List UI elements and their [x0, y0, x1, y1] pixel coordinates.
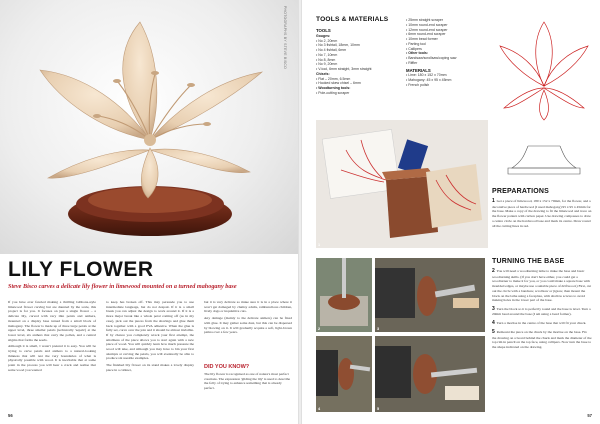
body-paragraph: Any damage (mainly to the delicate anthers) can be fixed with glue. It may gather some dust, but this can be dispersed by blowing on it. It will gradually acquire a soft, light-brown patina over a few years. — [204, 316, 292, 335]
list-item: • No 2, 20mm — [316, 39, 404, 44]
tools-materials-title: TOOLS & MATERIALS — [316, 16, 389, 23]
list-item: • No 3 fishtail, 18mm, 10mm — [316, 43, 404, 48]
body-column-2 — [106, 300, 194, 375]
photo-number: 2 — [318, 327, 321, 331]
step-4: 4 Turn a mortise in the centre of the base that will fit your chuck. — [492, 319, 587, 326]
article-body — [8, 300, 292, 410]
list-item: • French polish — [406, 83, 502, 88]
step-3: 3 Turn the block so it is perfectly round and the base is level. Turn a 20mm bead around the base (I am using a bead former). — [492, 305, 591, 317]
page-number-left: 56 — [8, 413, 13, 418]
tools-heading: TOOLS — [316, 28, 331, 33]
list-item: • V-tool, 6mm straight, 3mm straight — [316, 67, 404, 72]
body-column-3 — [204, 300, 292, 337]
list-item: • 25mm straight scraper — [406, 18, 502, 23]
preparations-steps — [492, 198, 592, 231]
left-page — [0, 0, 298, 424]
photo-number: 5 — [377, 407, 380, 411]
turning-title: TURNING THE BASE — [492, 258, 565, 265]
photo-5-turning-shape — [375, 336, 485, 412]
photo-number: 1 — [318, 243, 321, 247]
photo-number: 4 — [318, 407, 321, 411]
other-tools-heading: • Other tools: — [406, 51, 502, 56]
photo-number: 3 — [377, 327, 380, 331]
step-2: 2 You will need a woodturning lathe to make the base and basic woodturning skills. (If you don't have either, you could get a woodturner to make it for you, or you could make a square base with moulded edges, or maybe use a suitable piece of driftwood.) First, cut out the circle with a bandsaw, scrollsaw or jigsaw, then mount the block on the lathe using a faceplate, with shallow screws to avoid making holes in the lower part of the base. — [492, 268, 592, 303]
body-paragraph: Although it is small, I wasn't pretend it is easy. You will be trying to carve petals and anthers to a natural-looking thinness that will test the very boundaries of what is physically possible with wood. It is inevitable that at some point in the process you will hear a crack and realise that some wood you wanted — [8, 344, 96, 372]
list-item: • Callipers — [406, 47, 502, 52]
list-item: • No 4 fishtail, 6mm — [316, 48, 404, 53]
photo-3-lathe-bead — [375, 258, 485, 332]
photo-credit: PHOTOGRAPHS BY STEVE BISCO — [283, 6, 287, 70]
list-item: • 10mm bead former — [406, 37, 502, 42]
list-item: • No 9, 20mm — [316, 62, 404, 67]
did-you-know-text: The lily flower is recognised as one of nature's most perfect creations. The expression 'gilding the lily' is used to describe the folly of trying to enhance something that is already perfect. — [204, 372, 291, 391]
pattern-drawing — [494, 16, 594, 186]
did-you-know-box — [204, 364, 292, 391]
page-number-right: 57 — [587, 413, 592, 418]
list-item: • Lime: 180 x 152 x 70mm — [406, 73, 502, 78]
photo-2-bandsaw-circle — [316, 258, 372, 332]
did-you-know-title: DID YOU KNOW? — [204, 364, 250, 370]
body-paragraph: If you have ever fancied making a thrilling Gibbons-style limewood flower carving but are daunted by the scale, this project is for you. It focuses on just a single flower – a delicate lily, carved with very thin petals and anthers, mounted on a display base turned from a small block of mahogany. The flower is made up of three large petals at the upper level, three smaller petals (technically 'sepals') at the lower level, six anthers that carry the pollen, and a central stigma that forms the seeds. — [8, 300, 96, 342]
body-paragraph: to keep has broken off. This may persuade you to use intermediate language, but do not despair. If it is a small break you can adjust the design to work around it. If it is a more major break like a whole petal coming off (as in my case), pick out the pieces from the shavings and glue them back together with a good PVA adhesive. When the glue is fully set, carve over the join and it should be almost invisible. If by chance you completely wreck your first attempt, the smallness of the piece allows you to start again with a new piece of wood. You will quickly learn how much pressure the wood will take, and although you may have to bin your first attempts at carving the petals, you will eventually be able to produce six useable examples. — [106, 300, 194, 361]
body-paragraph: but it is very delicate so make sure it is in a place where it won't get damaged by clumsy adults, rambunctious children, lively dogs or inquisitive cats. — [204, 300, 292, 314]
tools-list-col-1 — [316, 26, 404, 96]
article-title: LILY FLOWER — [8, 258, 154, 281]
photo-1-pattern-and-blocks — [316, 120, 488, 248]
list-item: • Parting tool — [406, 42, 502, 47]
tools-list-col-2 — [406, 18, 502, 88]
body-paragraph: The finished lily flower on its stand makes a lovely display piece in a cabinet, — [106, 363, 194, 372]
article-subtitle: Steve Bisco carves a delicate lily flower in limewood mounted on a turned mahogany base — [8, 283, 237, 290]
turning-steps — [492, 268, 592, 352]
gouges-heading: Gouges: — [316, 33, 331, 38]
materials-heading: MATERIALS — [406, 67, 431, 73]
list-item: • No 7, 10mm — [316, 53, 404, 58]
step-1: 1 Get a piece of limewood, 180 x 152 x 70mm, for the flower, and a decorative piece of hardwood (I used mahogany) 95 x 95 x 45mm for the base. Make a copy of the drawing to fit the limewood and trace on the flower pattern with carbon paper. Use drawing compasses to draw a centre circle on the hardwood base and mark its centre. Draw round all the cutting lines in red. — [492, 198, 592, 228]
woodturning-heading: • Woodturning tools: — [316, 86, 404, 91]
preparations-title: PREPARATIONS — [492, 188, 549, 195]
list-item: • No 8, 8mm — [316, 58, 404, 63]
photo-4-mortise — [316, 336, 372, 412]
list-item: • Hooked skew chisel – 6mm — [316, 81, 404, 86]
list-item: • 6mm round-end scraper — [406, 32, 502, 37]
list-item: • Flat – 20mm, 6.5mm — [316, 77, 404, 82]
right-page — [302, 0, 600, 424]
list-item: • Mahogany: 45 x 95 x 45mm — [406, 78, 502, 83]
lily-flower-photo — [0, 0, 298, 254]
list-item: • 12mm round-end scraper — [406, 28, 502, 33]
chisels-heading: Chisels: — [316, 71, 330, 76]
list-item: • Riffler — [406, 61, 502, 66]
list-item: • 10mm round-end scraper — [406, 23, 502, 28]
step-5: 5 Remount the piece on the chuck by the mortise on the base. Fix the drawing on a board behind the chuck and mark the diameter of the top rim in pencil on the top face, using callipers. Now turn the base to the shape indicated on the drawing. — [492, 328, 592, 349]
list-item: • Pole-cutting scraper — [316, 91, 404, 96]
list-item: • Bandsaw/scrollsaw/coping saw — [406, 56, 502, 61]
body-column-1 — [8, 300, 96, 375]
